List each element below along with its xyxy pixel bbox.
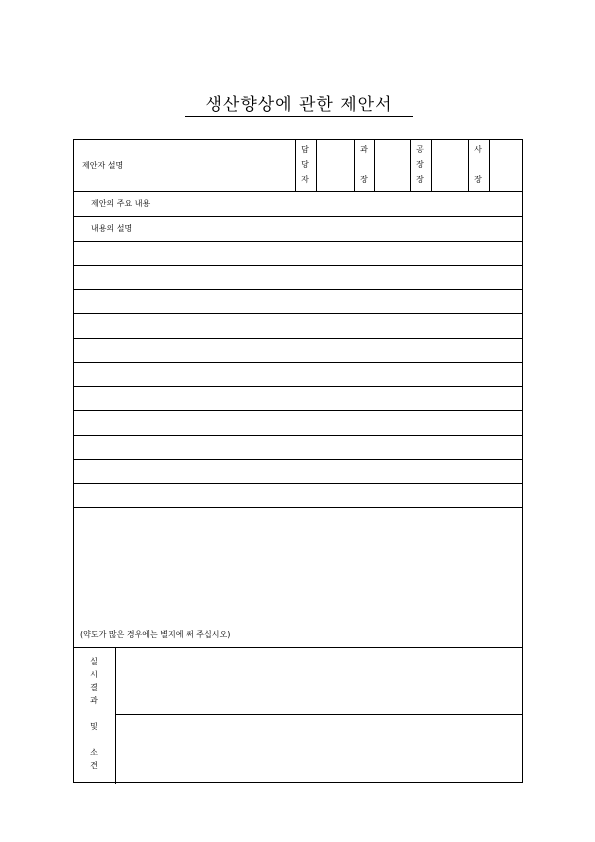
row-divider — [74, 410, 522, 411]
approval-label-president: 사 장 — [474, 145, 482, 184]
row-divider — [74, 313, 522, 314]
result-row-divider — [115, 714, 522, 715]
approval-label-section-chief: 과 장 — [360, 145, 368, 184]
proposer-label: 제안자 설명 — [82, 161, 124, 170]
title-underline — [185, 116, 413, 117]
row-divider — [74, 265, 522, 266]
row-divider — [74, 216, 522, 217]
approval-label-plant-manager: 공 장 장 — [416, 145, 424, 184]
header-divider — [431, 140, 432, 191]
row-divider — [74, 362, 522, 363]
description-label: 내용의 설명 — [91, 224, 133, 233]
row-divider — [74, 241, 522, 242]
row-divider — [74, 191, 522, 192]
row-divider — [74, 483, 522, 484]
result-label-divider — [115, 647, 116, 784]
header-divider — [374, 140, 375, 191]
main-content-label: 제안의 주요 내용 — [91, 199, 151, 208]
header-divider — [489, 140, 490, 191]
header-divider — [468, 140, 469, 191]
header-divider — [410, 140, 411, 191]
header-divider — [354, 140, 355, 191]
header-divider — [316, 140, 317, 191]
header-divider — [295, 140, 296, 191]
row-divider — [74, 338, 522, 339]
row-divider — [74, 507, 522, 508]
row-divider — [74, 386, 522, 387]
row-divider — [74, 459, 522, 460]
row-divider — [74, 647, 522, 648]
row-divider — [74, 289, 522, 290]
proposal-form — [73, 139, 523, 783]
form-title: 생산향상에 관한 제안서 — [205, 95, 393, 115]
approval-label-manager: 담 당 자 — [301, 145, 309, 184]
row-divider — [74, 435, 522, 436]
result-opinion-label: 실 시 결 과 및 소 견 — [90, 657, 98, 770]
sketch-note: (약도가 많은 경우에는 별지에 써 주십시오) — [80, 630, 231, 639]
